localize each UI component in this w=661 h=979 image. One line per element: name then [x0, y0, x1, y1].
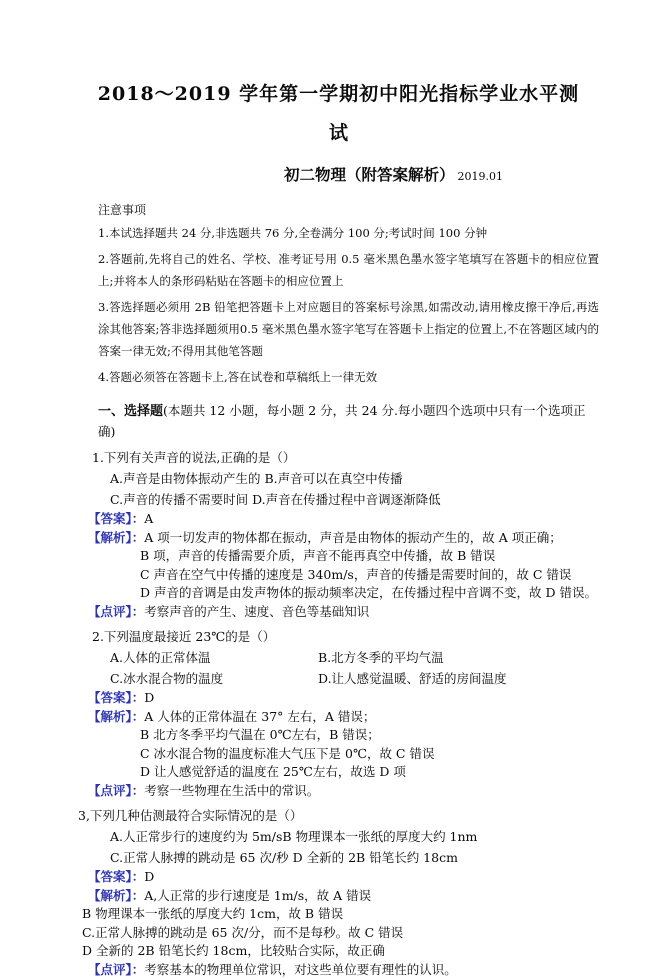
answer-line [88, 510, 599, 529]
notice-item-1: 1.本试选择题共 24 分,非选题共 76 分,全卷满分 100 分;考试时间 100 分钟 [98, 222, 599, 244]
notice-item-2: 2.答题前,先将自己的姓名、学校、准考证号用 0.5 毫米黑色墨水签字笔填写在答题卡的相应位置上;并将本人的条形码粘贴在答题卡的相应位置上 [98, 248, 599, 292]
option-a: A.人体的正常体温 [110, 647, 318, 668]
option-d: D.让人感觉温暖、舒适的房间温度 [318, 668, 507, 689]
analysis-text: D 声音的音调是由发声物体的振动频率决定，在传播过程中音调不变，故 D 错误。 [140, 584, 599, 603]
analysis-text: A,人正常的步行速度是 1m/s，故 A 错误 [144, 888, 371, 903]
option-line: C.声音的传播不需要时间 D.声音在传播过程中音调逐渐降低 [110, 489, 599, 510]
question-stem: 3,下列几种估测最符合实际情况的是（） [78, 805, 599, 826]
analysis-text: A 人体的正常体温在 37° 左右，A 错误； [144, 709, 375, 724]
analysis-line [88, 529, 599, 548]
option-row [110, 647, 599, 668]
analysis-text: C.正常人脉搏的跳动是 65 次/分，而不是每秒。故 C 错误 [82, 924, 599, 943]
comment-line [88, 603, 599, 622]
option-c: C.冰水混合物的温度 [110, 668, 318, 689]
notice-item-4: 4.答题必须答在答题卡上,答在试卷和草稿纸上一律无效 [98, 366, 599, 388]
analysis-label: 【解析】： [88, 709, 144, 724]
answer-block [78, 868, 599, 979]
answer-value: D [144, 690, 154, 705]
analysis-line [88, 887, 599, 906]
answer-line [88, 868, 599, 887]
analysis-text: C 冰水混合物的温度标准大气压下是 0℃，故 C 错误 [140, 745, 599, 764]
notice-heading: 注意事项 [98, 201, 599, 218]
question-3 [78, 805, 599, 979]
answer-label: 【答案】： [88, 511, 144, 526]
exam-date: 2019.01 [458, 170, 504, 183]
answer-block [78, 510, 599, 621]
comment-text: 考察一些物理在生活中的常识。 [144, 783, 319, 798]
section-title: 一、选择题 [98, 404, 163, 419]
subject-title: 初二物理（附答案解析） [284, 165, 455, 184]
comment-text: 考察声音的产生、速度、音色等基础知识 [144, 604, 369, 619]
subtitle-row [78, 163, 599, 185]
answer-label: 【答案】： [88, 869, 144, 884]
analysis-text: D 让人感觉舒适的温度在 25℃左右，故选 D 项 [140, 763, 599, 782]
option-row [110, 668, 599, 689]
answer-value: A [144, 511, 153, 526]
option-line: A.人正常步行的速度约为 5m/sB 物理课本一张纸的厚度大约 1nm [110, 826, 599, 847]
analysis-text: B 北方冬季平均气温在 0℃左右，B 错误； [140, 726, 599, 745]
document-title-line2: 试 [78, 118, 599, 145]
section-header [98, 401, 599, 442]
comment-text: 考察基本的物理单位常识，对这些单位要有理性的认识。 [144, 962, 457, 977]
analysis-text: C 声音在空气中传播的速度是 340m/s，声音的传播是需要时间的，故 C 错误 [140, 566, 599, 585]
question-stem: 2.下列温度最接近 23℃的是（） [92, 626, 599, 647]
question-1 [78, 447, 599, 621]
analysis-label: 【解析】： [88, 888, 144, 903]
section-note: (本题共 12 小题，每小题 2 分，共 24 分.每小题四个选项中只有一个选项正确) [98, 403, 585, 439]
answer-block [78, 689, 599, 800]
comment-label: 【点评】： [88, 962, 144, 977]
answer-line [88, 689, 599, 708]
question-2 [78, 626, 599, 800]
comment-line [88, 961, 599, 979]
document-title-line1: 2018～2019 学年第一学期初中阳光指标学业水平测 [78, 82, 599, 107]
analysis-text: A 项一切发声的物体都在振动，声音是由物体的振动产生的，故 A 项正确； [144, 530, 561, 545]
comment-label: 【点评】： [88, 783, 144, 798]
option-line: C.正常人脉搏的跳动是 65 次/秒 D 全新的 2B 铅笔长约 18cm [110, 847, 599, 868]
analysis-text: B 物理课本一张纸的厚度大约 1cm，故 B 错误 [82, 905, 599, 924]
answer-value: D [144, 869, 154, 884]
comment-label: 【点评】： [88, 604, 144, 619]
answer-label: 【答案】： [88, 690, 144, 705]
notice-item-3: 3.答选择题必须用 2B 铅笔把答题卡上对应题目的答案标号涂黑,如需改动,请用橡皮擦干净后,再选涂其他答案;答非选择题须用0.5 毫米黑色墨水签字笔写在答题卡上指定的位置上,不在答题区域内的答案一律无效;不得用其他笔答题 [98, 296, 599, 362]
analysis-line [88, 708, 599, 727]
analysis-label: 【解析】： [88, 530, 144, 545]
analysis-text: D 全新的 2B 铅笔长约 18cm，比较贴合实际，故正确 [82, 942, 599, 961]
question-stem: 1.下列有关声音的说法,正确的是（） [92, 447, 599, 468]
option-line: A.声音是由物体振动产生的 B.声音可以在真空中传播 [110, 468, 599, 489]
comment-line [88, 782, 599, 801]
option-b: B.北方冬季的平均气温 [318, 647, 444, 668]
analysis-text: B 项，声音的传播需要介质，声音不能再真空中传播，故 B 错误 [140, 547, 599, 566]
